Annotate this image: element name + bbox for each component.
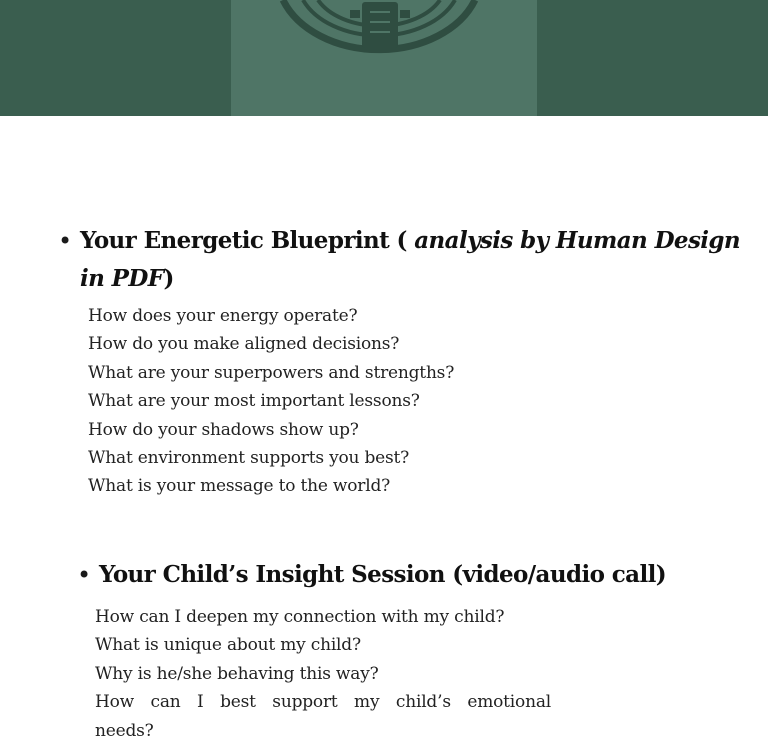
- list-item: What is unique about my child?: [95, 635, 361, 656]
- child-insight-heading-row: [77, 556, 757, 594]
- heading-italic-text: analysis by Human Design in PDF: [80, 227, 741, 292]
- bullet-icon: •: [77, 561, 92, 589]
- blueprint-question-list: [88, 302, 758, 501]
- heading-text: Your Energetic Blueprint (: [80, 227, 415, 254]
- energetic-blueprint-section: [58, 222, 758, 501]
- child-question-list: [95, 603, 551, 745]
- child-insight-section: [77, 556, 757, 745]
- list-item: How can I deepen my connection with my child?: [95, 607, 505, 627]
- list-item: What environment supports you best?: [88, 448, 410, 469]
- list-item: How do your shadows show up?: [88, 419, 359, 440]
- list-item: How do you make aligned decisions?: [88, 334, 400, 355]
- energetic-blueprint-heading: [80, 222, 758, 298]
- bullet-icon: •: [58, 227, 73, 255]
- list-item: Why is he/she behaving this way?: [95, 663, 379, 684]
- list-item: How can I best support my child’s emotional needs?: [95, 692, 551, 741]
- list-item: How does your energy operate?: [88, 306, 358, 326]
- list-item: What are your most important lessons?: [88, 391, 420, 412]
- energetic-blueprint-heading-row: [58, 222, 758, 298]
- list-item: What is your message to the world?: [88, 476, 391, 497]
- heading-closing-paren: ): [163, 265, 174, 292]
- child-insight-heading: Your Child’s Insight Session (video/audio call): [99, 561, 667, 588]
- list-item: What are your superpowers and strengths?: [88, 362, 455, 383]
- circular-logo-emblem-icon: [0, 0, 768, 116]
- hero-banner: [0, 0, 768, 116]
